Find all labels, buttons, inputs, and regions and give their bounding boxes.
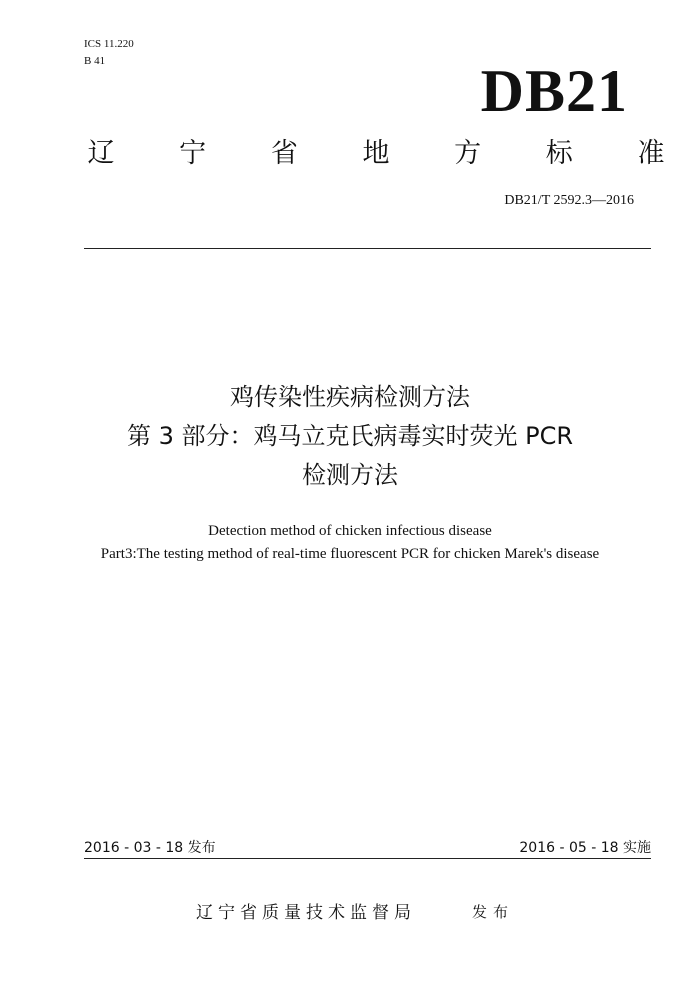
ics-code: ICS 11.220 — [84, 38, 134, 50]
chinese-title-line-2: 第 3 部分：鸡马立克氏病毒实时荧光 PCR — [126, 422, 574, 450]
chinese-title-line-3: 检测方法 — [302, 461, 398, 489]
standard-type-char: 准 — [637, 138, 665, 169]
standard-type-char: 地 — [362, 138, 390, 169]
header-divider — [84, 248, 651, 249]
chinese-title-line-1: 鸡传染性疾病检测方法 — [230, 383, 470, 411]
english-title-line-2: Part3:The testing method of real-time fluorescent PCR for chicken Marek's disease — [100, 546, 600, 562]
english-title-line-1: Detection method of chicken infectious disease — [208, 523, 492, 539]
issue-date: 2016 - 03 - 18 发布 — [84, 840, 216, 856]
implementation-date: 2016 - 05 - 18 实施 — [519, 840, 651, 856]
chinese-title — [0, 378, 700, 495]
standard-type-char: 辽 — [87, 138, 115, 169]
issue-label: 发布 — [472, 903, 515, 921]
standard-type-char: 宁 — [179, 138, 207, 169]
standard-number: DB21/T 2592.3—2016 — [504, 193, 634, 208]
issuing-authority: 辽宁省质量技术监督局 — [196, 903, 416, 923]
standard-logo: DB21 — [480, 58, 628, 124]
english-title — [0, 520, 700, 566]
standard-type-heading — [86, 136, 666, 172]
classification-codes — [84, 36, 134, 70]
standard-type-char: 省 — [270, 138, 298, 169]
standard-type-char: 标 — [545, 138, 573, 169]
ccs-code: B 41 — [84, 55, 106, 67]
footer-divider — [84, 858, 651, 859]
standard-type-char: 方 — [454, 138, 482, 169]
